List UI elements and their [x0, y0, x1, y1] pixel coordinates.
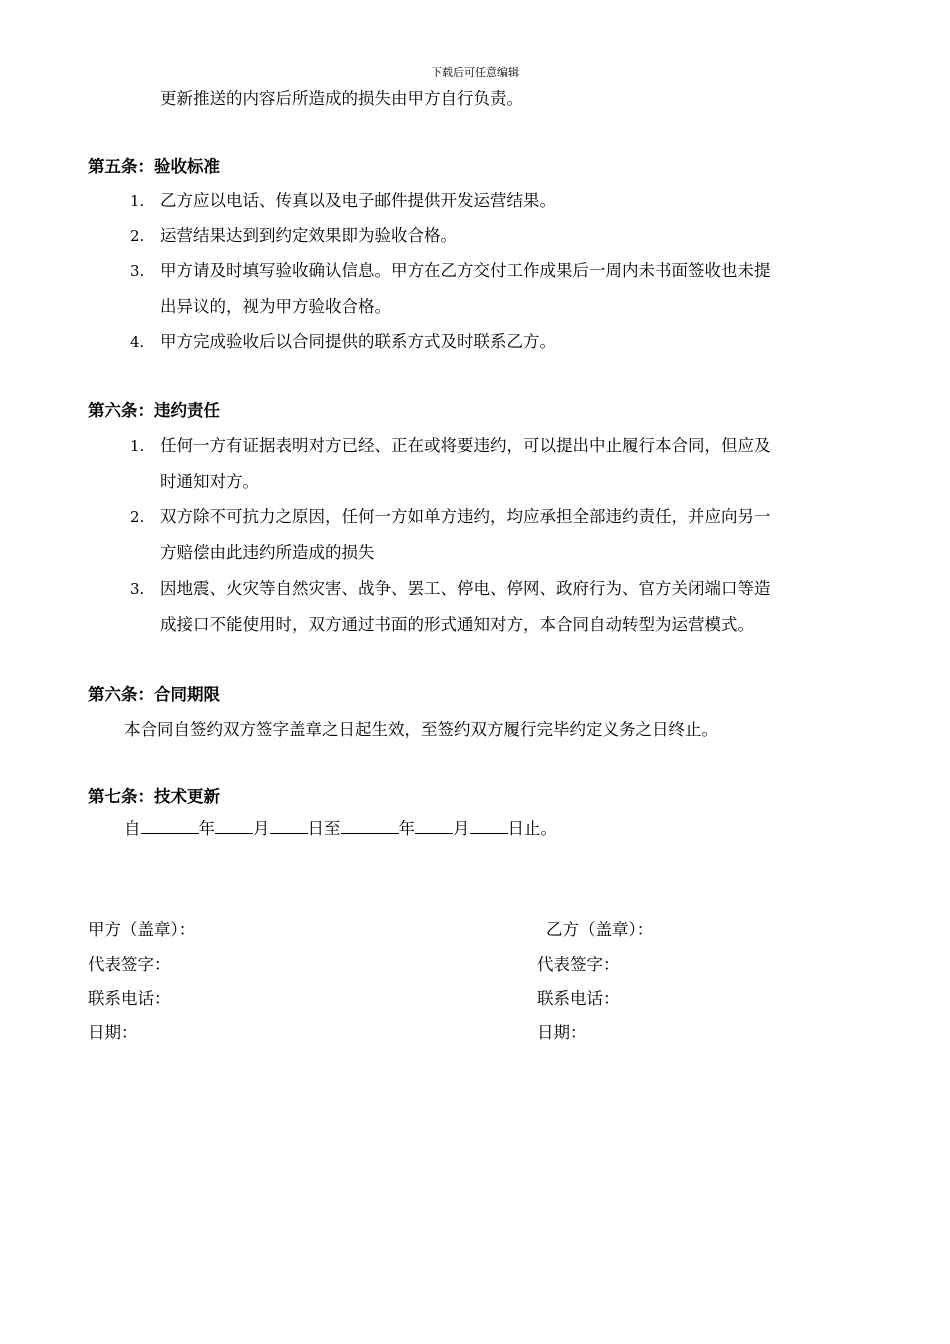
- section5-title: 第五条：验收标准: [88, 157, 220, 176]
- section7-date-range: [124, 816, 557, 840]
- party-a-seal: 甲方（盖章）：: [88, 920, 196, 939]
- start-day-blank[interactable]: [270, 816, 308, 834]
- start-month-blank[interactable]: [215, 816, 253, 834]
- section6a-item1-text-line1: 任何一方有证据表明对方已经、正在或将要违约，可以提出中止履行本合同，但应及: [160, 436, 771, 455]
- section6a-item1-text-line2: 时通知对方。: [160, 472, 259, 491]
- section6a-item2-num: 2.: [130, 508, 145, 526]
- start-year-blank[interactable]: [141, 816, 199, 834]
- party-b-date: 日期：: [537, 1023, 587, 1042]
- section6a-item3-text-line2: 成接口不能使用时，双方通过书面的形式通知对方，本合同自动转型为运营模式。: [160, 615, 754, 634]
- year-label: 年: [198, 819, 215, 838]
- year-label-2: 年: [398, 819, 415, 838]
- party-b-phone: 联系电话：: [537, 989, 620, 1008]
- section6a-item2-text-line2: 方赔偿由此违约所造成的损失: [160, 543, 375, 562]
- section6a-item3-text-line1: 因地震、火灾等自然灾害、战争、罢工、停电、停网、政府行为、官方关闭端口等造: [160, 579, 771, 598]
- page-header: 下载后可任意编辑: [431, 66, 519, 79]
- section5-item3-text-line1: 甲方请及时填写验收确认信息。甲方在乙方交付工作成果后一周内未书面签收也未提: [160, 261, 771, 280]
- party-a-rep: 代表签字：: [88, 955, 171, 974]
- section5-item2-text: 运营结果达到到约定效果即为验收合格。: [160, 226, 457, 245]
- party-a-phone: 联系电话：: [88, 989, 171, 1008]
- day-end-label: 日止。: [507, 819, 557, 838]
- section5-item3-num: 3.: [130, 262, 145, 280]
- section6a-title: 第六条：违约责任: [88, 401, 220, 420]
- section6b-title: 第六条：合同期限: [88, 685, 220, 704]
- month-label: 月: [253, 819, 270, 838]
- end-month-blank[interactable]: [415, 816, 453, 834]
- party-b-rep: 代表签字：: [537, 955, 620, 974]
- section5-item4-text: 甲方完成验收后以合同提供的联系方式及时联系乙方。: [160, 332, 556, 351]
- section5-item2-num: 2.: [130, 227, 145, 245]
- intro-text: 更新推送的内容后所造成的损失由甲方自行负责。: [160, 89, 523, 108]
- section5-item1-text: 乙方应以电话、传真以及电子邮件提供开发运营结果。: [160, 191, 556, 210]
- section6a-item2-text-line1: 双方除不可抗力之原因，任何一方如单方违约，均应承担全部违约责任，并应向另一: [160, 507, 771, 526]
- end-day-blank[interactable]: [470, 816, 508, 834]
- section5-item1-num: 1.: [130, 192, 145, 210]
- party-a-date: 日期：: [88, 1023, 138, 1042]
- party-b-seal: 乙方（盖章）：: [546, 920, 654, 939]
- day-to-label: 日至: [307, 819, 341, 838]
- end-year-blank[interactable]: [341, 816, 399, 834]
- section5-item3-text-line2: 出异议的，视为甲方验收合格。: [160, 297, 391, 316]
- section5-item4-num: 4.: [130, 333, 145, 351]
- date-from-label: 自: [124, 819, 141, 838]
- month-label-2: 月: [453, 819, 470, 838]
- section6a-item3-num: 3.: [130, 580, 145, 598]
- section6a-item1-num: 1.: [130, 437, 145, 455]
- section7-title: 第七条：技术更新: [88, 787, 220, 806]
- section6b-body: 本合同自签约双方签字盖章之日起生效，至签约双方履行完毕约定义务之日终止。: [124, 720, 718, 739]
